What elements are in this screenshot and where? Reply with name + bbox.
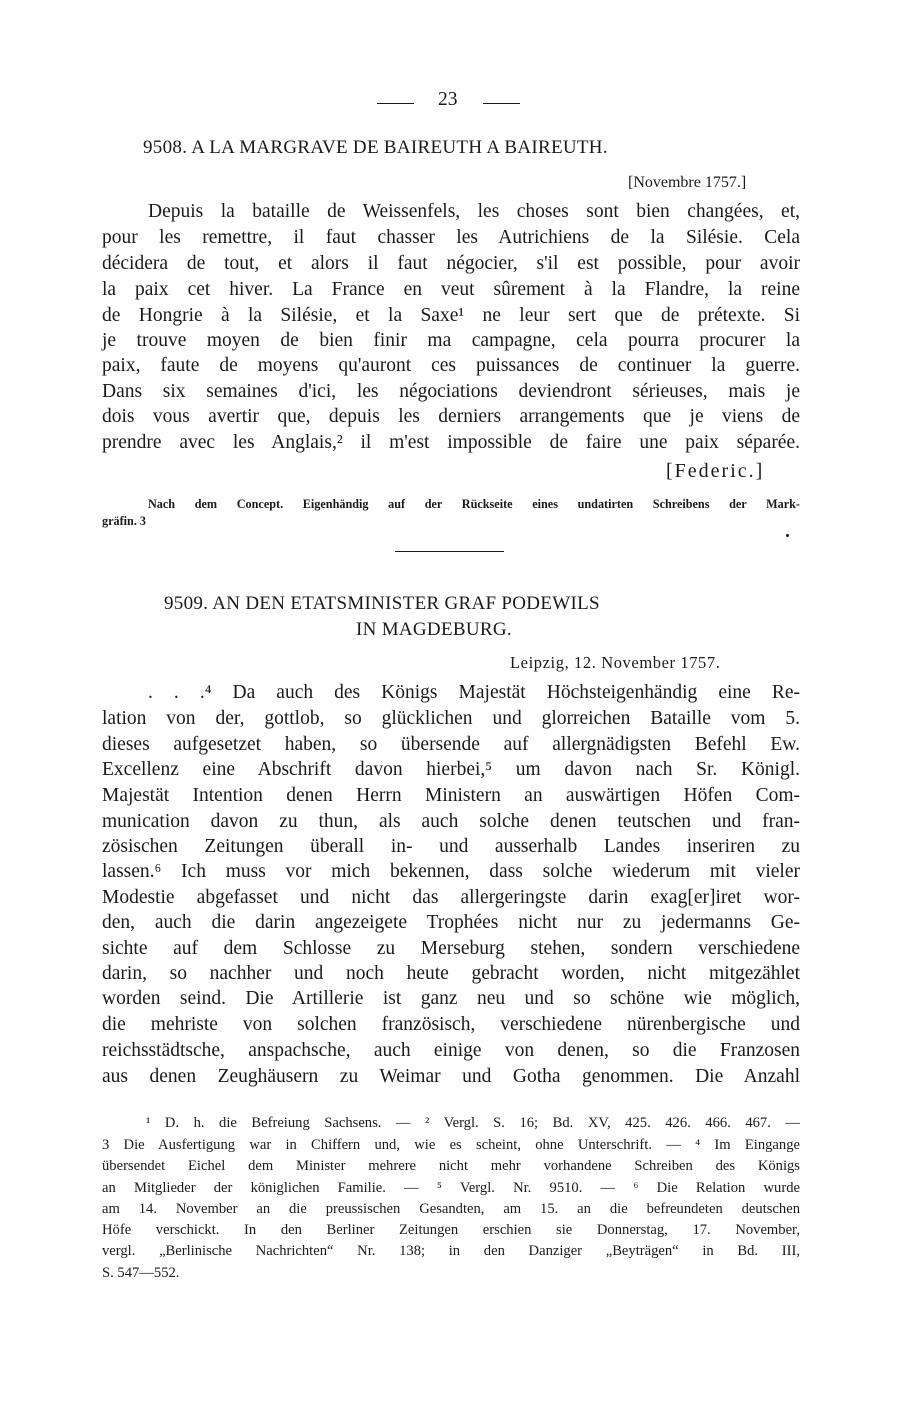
body-line: lation von der, gottlob, so glücklichen und glorreichen Bataille vom 5. <box>102 708 800 729</box>
source-note-line: gräfin. 3 <box>102 514 147 528</box>
body-line: la paix cet hiver. La France en veut sûrement à la Flandre, la reine <box>102 279 800 300</box>
body-line: den, auch die darin angezeigete Trophées nicht nur zu jedermanns Ge- <box>102 912 800 933</box>
letter-9508-title: 9508. A LA MARGRAVE DE BAIREUTH A BAIREUTH. <box>143 137 608 158</box>
header-rule-left <box>377 103 414 104</box>
body-line: Dans six semaines d'ici, les négociations deviendront sérieuses, mais je <box>102 381 800 402</box>
body-line: sichte auf dem Schlosse zu Merseburg stehen, sondern verschiedene <box>102 938 800 959</box>
body-line: dois vous avertir que, depuis les derniers arrangements que je viens de <box>102 406 800 427</box>
header-rule-right <box>483 103 520 104</box>
footnote-line: übersendet Eichel dem Minister mehrere nicht mehr vorhandene Schreiben des Königs <box>102 1158 800 1174</box>
letter-9509-title-line2: IN MAGDEBURG. <box>356 619 512 640</box>
body-line: lassen.⁶ Ich muss vor mich bekennen, dass solche wiederum mit vieler <box>102 861 800 882</box>
body-line: paix, faute de moyens qu'auront ces puissances de continuer la guerre. <box>102 355 800 376</box>
body-line: Depuis la bataille de Weissenfels, les choses sont bien changées, et, <box>148 201 800 222</box>
body-line: je trouve moyen de bien finir ma campagne, cela pourra procurer la <box>102 330 800 351</box>
body-line: darin, so nachher und noch heute gebracht worden, nicht mitgezählet <box>102 963 800 984</box>
footnote-line: Höfe verschickt. In den Berliner Zeitungen erschien sie Donnerstag, 17. November, <box>102 1222 800 1238</box>
body-line: aus denen Zeughäusern zu Weimar und Gotha genommen. Die Anzahl <box>102 1066 800 1087</box>
body-line: de Hongrie à la Silésie, et la Saxe¹ ne leur sert que de prétexte. Si <box>102 305 800 326</box>
body-line: décidera de tout, et alors il faut négocier, s'il est possible, pour avoir <box>102 253 800 274</box>
footnote-line: S. 547—552. <box>102 1265 180 1281</box>
letter-9508-signature: [Federic.] <box>666 460 765 482</box>
body-line: zösischen Zeitungen überall in- und ausserhalb Landes inseriren zu <box>102 836 800 857</box>
body-line: Majestät Intention denen Herrn Ministern an auswärtigen Höfen Com- <box>102 785 800 806</box>
body-line: prendre avec les Anglais,² il m'est impossible de faire une paix séparée. <box>102 432 800 453</box>
body-line: pour les remettre, il faut chasser les Autrichiens de la Silésie. Cela <box>102 227 800 248</box>
footnote-line: an Mitglieder der königlichen Familie. — ⁵ Vergl. Nr. 9510. — ⁶ Die Relation wurde <box>102 1180 800 1196</box>
letter-9509-title: 9509. AN DEN ETATSMINISTER GRAF PODEWILS <box>164 593 600 614</box>
footnote-line: vergl. „Berlinische Nachrichten“ Nr. 138; in den Danziger „Beyträgen“ in Bd. III, <box>102 1243 800 1259</box>
body-line: worden seind. Die Artillerie ist ganz neu und so schöne wie möglich, <box>102 988 800 1009</box>
body-line: reichsstädtsche, anspachsche, auch einige von denen, so die Franzosen <box>102 1040 800 1061</box>
body-line: Modestie abgefasset und nicht das allergeringste darin exag[er]iret wor- <box>102 887 800 908</box>
stray-mark <box>786 534 789 537</box>
section-divider <box>395 551 504 552</box>
source-note-line: Nach dem Concept. Eigenhändig auf der Rückseite eines undatirten Schreibens der Mark- <box>148 497 800 511</box>
body-line: . . .⁴ Da auch des Königs Majestät Höchsteigenhändig eine Re- <box>148 682 800 703</box>
body-line: die mehriste von solchen französisch, verschiedene nürenbergische und <box>102 1014 800 1035</box>
footnote-line: ¹ D. h. die Befreiung Sachsens. — ² Vergl. S. 16; Bd. XV, 425. 426. 466. 467. — <box>146 1115 800 1131</box>
body-line: munication davon zu thun, als auch solche denen teutschen und fran- <box>102 811 800 832</box>
letter-9509-date: Leipzig, 12. November 1757. <box>510 653 721 672</box>
page-number: 23 <box>438 89 458 110</box>
footnote-line: am 14. November an die preussischen Gesandten, am 15. an die befreundeten deutschen <box>102 1201 800 1217</box>
footnote-line: 3 Die Ausfertigung war in Chiffern und, wie es scheint, ohne Unterschrift. — ⁴ Im Eingange <box>102 1137 800 1153</box>
body-line: Excellenz eine Abschrift davon hierbei,⁵ um davon nach Sr. Königl. <box>102 759 800 780</box>
body-line: dieses aufgesetzet haben, so übersende auf allergnädigsten Befehl Ew. <box>102 734 800 755</box>
letter-9508-date: [Novembre 1757.] <box>628 174 747 191</box>
